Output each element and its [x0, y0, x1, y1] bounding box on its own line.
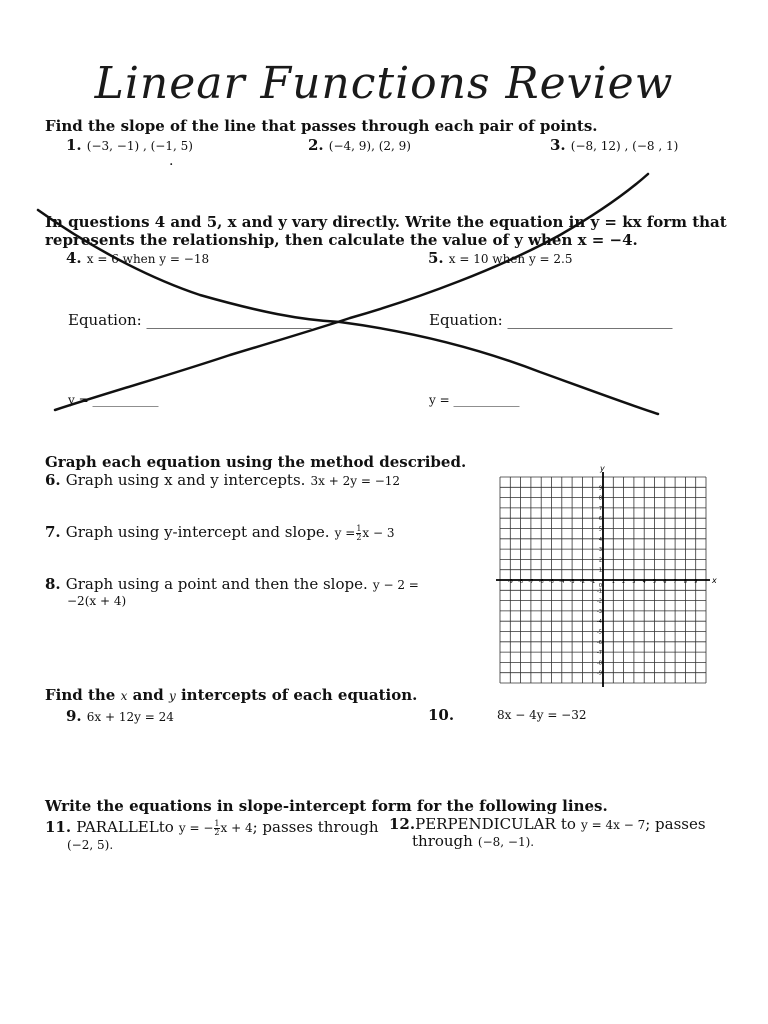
equation-blank-5[interactable]: Equation: ______________________ [429, 311, 673, 329]
point-pair: (−3, −1) , (−1, 5) [86, 139, 193, 153]
line-type: PERPENDICULAR [415, 815, 556, 833]
question-text: Graph using x and y intercepts. [65, 471, 306, 489]
y-tick-label: -9 [597, 670, 602, 677]
y-tick-label: 7 [598, 505, 602, 512]
heading-var-y: y [168, 689, 176, 703]
y-tick-label: -4 [597, 619, 602, 626]
cross-stroke-2 [55, 174, 648, 410]
x-tick-label: 7 [673, 579, 677, 585]
equation: y − 2 = [372, 578, 419, 592]
y-tick-label: -1 [597, 588, 602, 595]
heading-var-x: x [120, 689, 128, 703]
question-number: 3. [550, 136, 566, 154]
fraction-denominator: 2 [356, 533, 362, 542]
question-text: Graph using a point and then the slope. [65, 575, 368, 593]
heading-part: and [132, 686, 164, 704]
x-tick-label: -9 [507, 579, 513, 585]
equation [335, 526, 395, 540]
y-tick-label: 6 [598, 516, 602, 523]
question-text: ; passes through [252, 818, 379, 836]
stray-dot: . [169, 153, 174, 169]
question-10-equation: 8x − 4y = −32 [497, 708, 587, 722]
question-number: 7. [45, 523, 61, 541]
x-tick-label: 4 [642, 579, 646, 585]
y-blank-4[interactable]: y = ___________ [68, 393, 159, 407]
x-tick-label: -8 [518, 579, 524, 585]
section1-heading: Find the slope of the line that passes through each pair of points. [45, 117, 598, 135]
page-title: Linear Functions Review [94, 58, 674, 109]
y-tick-label: -7 [597, 650, 602, 657]
heading-part: Find the [45, 686, 116, 704]
question-text: x = 10 when y = 2.5 [448, 252, 573, 266]
x-tick-label: -3 [569, 579, 575, 585]
equation-part: y = [334, 526, 356, 540]
x-tick-label: -7 [528, 579, 534, 585]
question-text: x = 6 when y = −18 [86, 252, 210, 266]
origin-label: 0 [598, 583, 602, 589]
question-12-line2 [412, 831, 534, 850]
line-type: PARALLEL [76, 818, 159, 836]
equation-part: x − 3 [362, 526, 395, 540]
section2-line1: In questions 4 and 5, x and y vary directly. Write the equation in y = kx form that [45, 213, 727, 231]
question-number: 12. [389, 815, 416, 833]
equation: 3x + 2y = −12 [310, 474, 401, 488]
question-number: 11. [45, 818, 72, 836]
y-tick-label: -6 [597, 639, 602, 646]
equation: 6x + 12y = 24 [86, 710, 174, 724]
section4-heading [45, 686, 417, 704]
question-11 [45, 817, 379, 837]
fraction [214, 820, 219, 837]
point: (−8, −1). [477, 835, 535, 849]
question-11-point: (−2, 5). [67, 838, 114, 852]
question-number: 1. [66, 136, 82, 154]
question-8 [45, 574, 419, 593]
point-pair: (−4, 9), (2, 9) [328, 139, 411, 153]
question-number: 5. [428, 249, 444, 267]
y-tick-label: 4 [598, 536, 602, 543]
section5-heading: Write the equations in slope-intercept form for the following lines. [45, 797, 608, 815]
y-axis-label: y [600, 464, 605, 473]
x-tick-label: 3 [632, 579, 636, 585]
fraction-denominator: 2 [214, 828, 220, 837]
y-blank-5[interactable]: y = ___________ [429, 393, 520, 407]
y-tick-label: 5 [598, 526, 602, 533]
x-tick-label: -2 [579, 579, 585, 585]
coordinate-grid[interactable] [494, 462, 718, 694]
x-tick-label: -5 [549, 579, 554, 585]
x-tick-label: 5 [652, 579, 657, 585]
y-tick-label: -2 [597, 598, 602, 605]
x-axis-label: x [712, 576, 717, 585]
x-tick-label: 1 [611, 579, 615, 585]
equation: y = 4x − 7 [581, 818, 646, 832]
question-7 [45, 522, 395, 542]
section2-line2: represents the relationship, then calculate the value of y when x = −4. [45, 231, 638, 249]
fraction-numerator: 1 [214, 819, 220, 828]
point-pair: (−8, 12) , (−8 , 1) [570, 139, 679, 153]
question-9 [66, 706, 174, 725]
question-number: 2. [308, 136, 324, 154]
equation-blank-4[interactable]: Equation: ______________________ [68, 311, 312, 329]
y-tick-label: 9 [598, 485, 602, 492]
x-tick-label: -1 [590, 579, 596, 585]
question-number: 9. [66, 707, 82, 725]
fraction-numerator: 1 [356, 524, 362, 533]
question-6 [45, 470, 400, 489]
fraction [356, 525, 361, 542]
x-tick-label: -4 [559, 579, 565, 585]
question-text: to [560, 815, 576, 833]
y-tick-label: 2 [598, 557, 602, 564]
equation-part: x + 4 [220, 821, 253, 835]
question-text: Graph using y-intercept and slope. [65, 523, 330, 541]
x-tick-label: 8 [683, 579, 687, 585]
heading-part: intercepts of each equation. [180, 686, 418, 704]
question-8-equation-line2: −2(x + 4) [67, 594, 127, 608]
x-tick-label: -6 [538, 579, 544, 585]
y-tick-label: -3 [597, 608, 602, 615]
section3-heading: Graph each equation using the method described. [45, 453, 467, 471]
question-10-number: 10. [428, 706, 455, 724]
question-text: through [412, 832, 473, 850]
x-tick-label: 2 [622, 579, 626, 585]
question-number: 6. [45, 471, 61, 489]
y-tick-label: 8 [598, 495, 602, 502]
equation [179, 821, 253, 835]
cross-stroke-1 [38, 210, 658, 414]
question-number: 8. [45, 575, 61, 593]
question-text: to [158, 818, 174, 836]
question-text: ; passes [645, 815, 706, 833]
y-tick-label: 3 [598, 547, 602, 554]
y-tick-label: -5 [597, 629, 602, 636]
equation-part: y = − [178, 821, 214, 835]
y-tick-label: -8 [597, 660, 602, 667]
x-tick-label: 9 [694, 579, 698, 585]
x-tick-label: 6 [663, 579, 667, 585]
question-number: 4. [66, 249, 82, 267]
y-tick-label: 1 [598, 567, 602, 574]
